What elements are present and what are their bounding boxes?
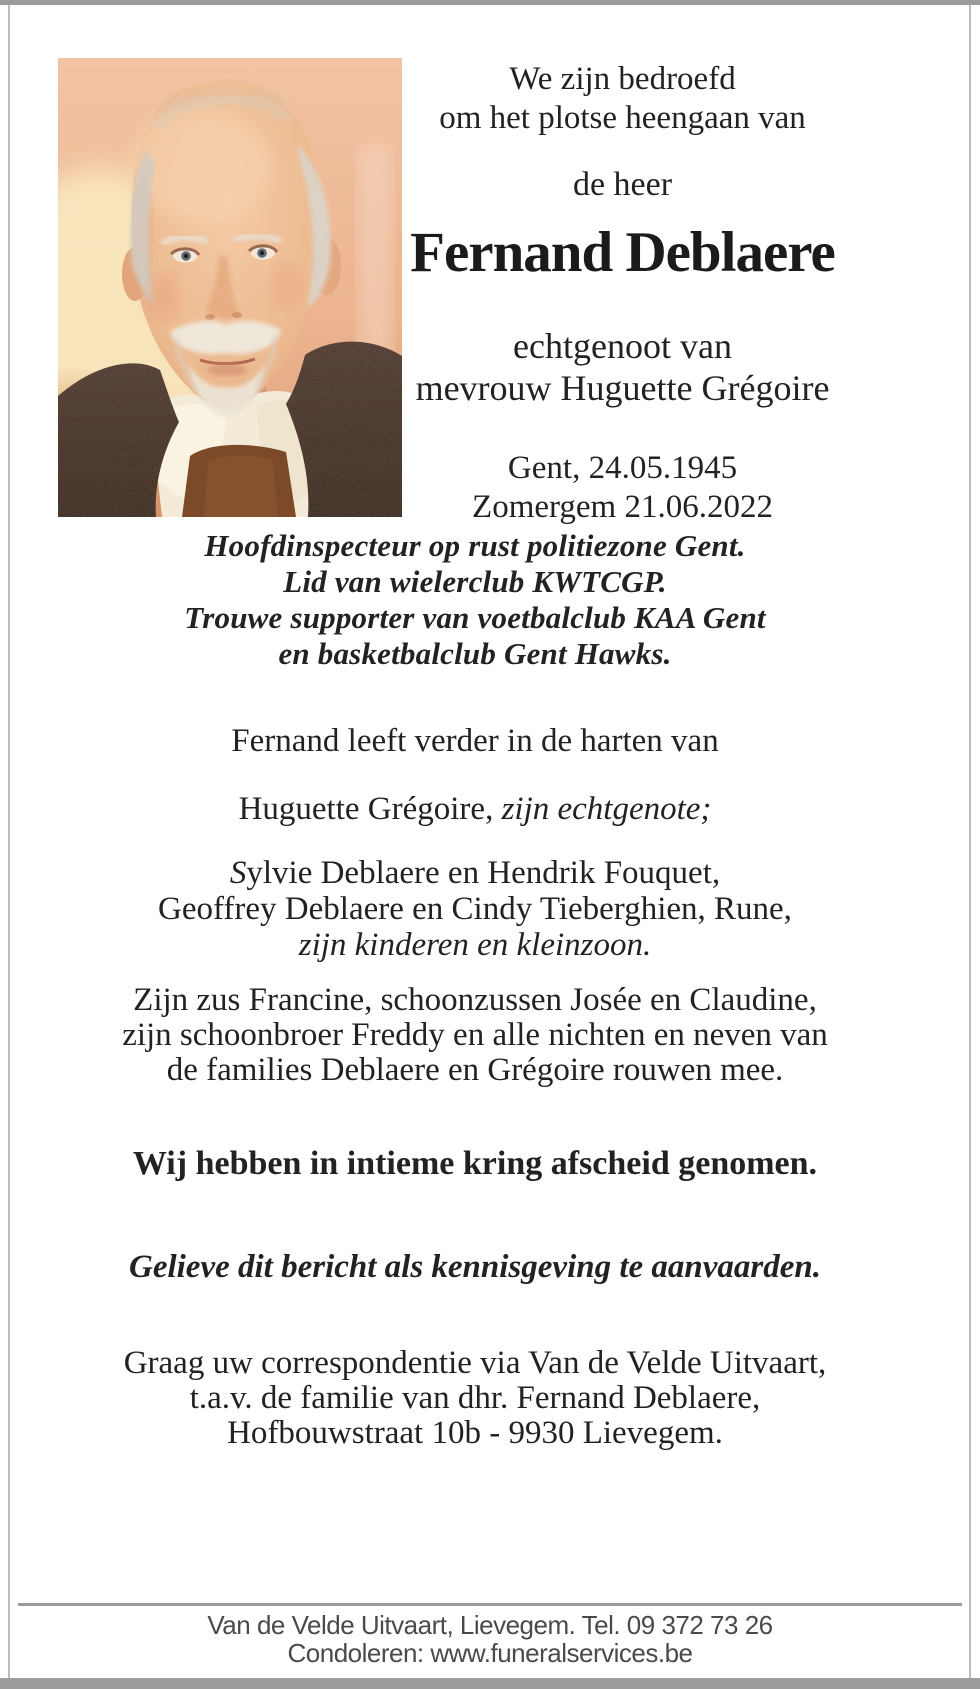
intro-text [402, 60, 843, 138]
header-section [58, 58, 968, 527]
memorial-spouse-role: zijn echtgenote; [501, 791, 712, 827]
frame-bottom-edge [0, 1678, 980, 1689]
spouse-line-2: mevrouw Huguette Grégoire [415, 368, 830, 408]
condolence-website: Condoleren: www.funeralservices.be [287, 1638, 693, 1668]
frame-top-edge [0, 0, 980, 5]
life-dates [402, 449, 843, 527]
portrait-photo-illustration [58, 58, 402, 517]
relatives-line-2: zijn schoonbroer Freddy en alle nichten en neven van [122, 1017, 828, 1053]
relatives-line-1: Zijn zus Francine, schoonzussen Josée en Claudine, [133, 982, 817, 1018]
body-section [15, 528, 935, 1451]
intro-line-2: om het plotse heengaan van [439, 100, 806, 136]
children-line-1-rest: ylvie Deblaere en Hendrik Fouquet, [246, 855, 721, 891]
memorial-spouse-line [15, 790, 935, 828]
correspondence-line-1: Graag uw correspondentie via Van de Velde Uitvaart, [123, 1345, 827, 1381]
biography-line-2: Lid van wielerclub KWTCGP. [283, 564, 667, 599]
memorial-intro: Fernand leeft verder in de harten van [231, 723, 719, 759]
children-role-line: zijn kinderen en kleinzoon. [298, 927, 652, 963]
deceased-name: Fernand Deblaere [410, 221, 835, 284]
funeral-home-contact: Van de Velde Uitvaart, Lievegem. Tel. 09 372 73 26 [207, 1610, 773, 1640]
intro-line-1: We zijn bedroefd [509, 61, 736, 97]
relatives-line-3: de families Deblaere en Grégoire rouwen mee. [166, 1052, 784, 1088]
birth-place-date: Gent, 24.05.1945 [507, 450, 738, 486]
biography-line-3: Trouwe supporter van voetbalclub KAA Gent [184, 600, 766, 635]
salutation: de heer [572, 166, 673, 203]
footer-divider-rule [18, 1603, 962, 1606]
correspondence-line-2: t.a.v. de familie van dhr. Fernand Deblaere, [189, 1380, 761, 1416]
spouse-line-1: echtgenoot van [513, 326, 732, 366]
memorial-spouse-name: Huguette Grégoire, [238, 791, 502, 827]
biography [15, 528, 935, 672]
spouse-of-text [402, 325, 843, 409]
memorial-relatives [15, 983, 935, 1088]
acknowledgement-notice: Gelieve dit bericht als kennisgeving te aanvaarden. [128, 1249, 822, 1285]
correspondence-info [15, 1346, 935, 1451]
announcement-header [402, 58, 968, 527]
biography-line-4: en basketbalclub Gent Hawks. [278, 636, 672, 671]
frame-left-edge [8, 5, 10, 1678]
death-place-date: Zomergem 21.06.2022 [472, 489, 773, 525]
funeral-home-footer [0, 1611, 980, 1667]
biography-line-1: Hoofdinspecteur op rust politiezone Gent. [204, 528, 746, 563]
farewell-notice: Wij hebben in intieme kring afscheid genomen. [132, 1145, 818, 1182]
portrait-photo [58, 58, 402, 517]
correspondence-line-3: Hofbouwstraat 10b - 9930 Lievegem. [227, 1415, 723, 1451]
frame-right-edge [969, 5, 971, 1678]
children-line-1-initial: S [229, 855, 247, 891]
children-line-1 [15, 855, 935, 891]
children-line-2: Geoffrey Deblaere en Cindy Tieberghien, Rune, [158, 891, 792, 927]
memorial-children [15, 855, 935, 963]
